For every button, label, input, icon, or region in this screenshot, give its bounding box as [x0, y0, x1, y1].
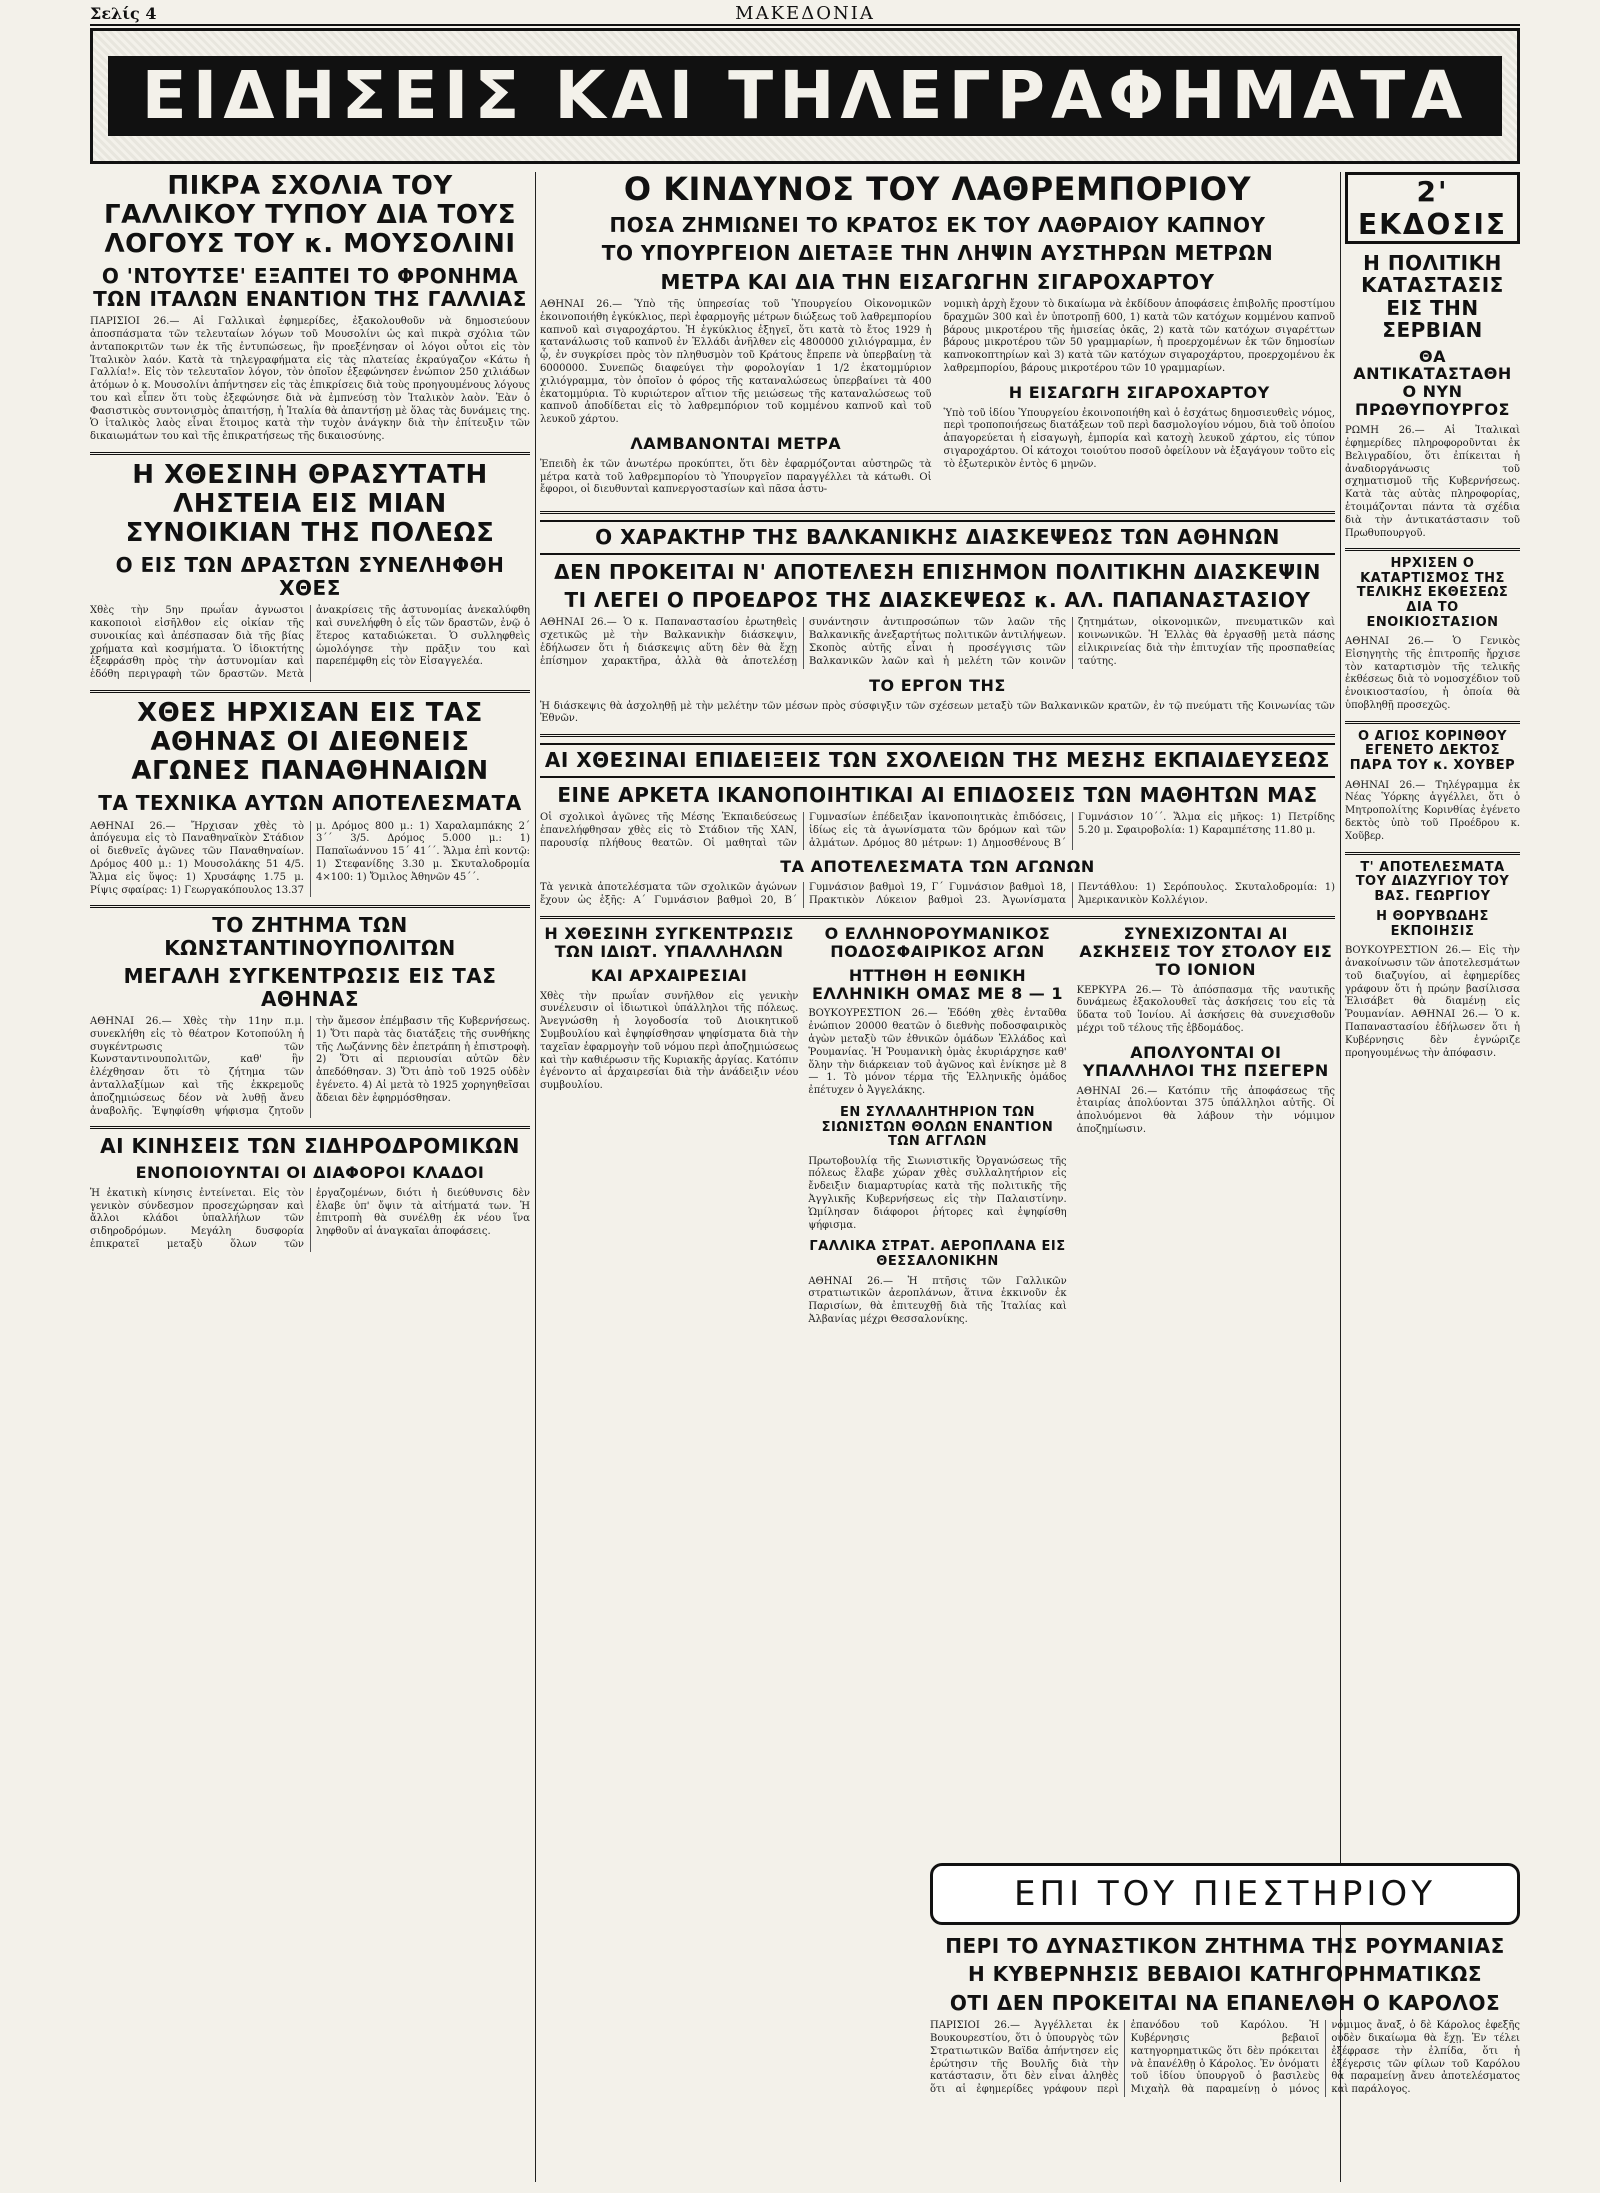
center-column: [540, 172, 1335, 1335]
article-subheadline: ΤΙ ΛΕΓΕΙ Ο ΠΡΟΕΔΡΟΣ ΤΗΣ ΔΙΑΣΚΕΨΕΩΣ κ. ΑΛ. ΠΑΠΑΝΑΣΤΑΣΙΟΥ: [564, 588, 1311, 613]
article-headline: ΑΙ ΧΘΕΣΙΝΑΙ ΕΠΙΔΕΙΞΕΙΣ ΤΩΝ ΣΧΟΛΕΙΩΝ ΤΗΣ ΜΕΣΗΣ ΕΚΠΑΙΔΕΥΣΕΩΣ: [540, 743, 1335, 777]
edition-label: 2' ΕΚΔΟΣΙΣ: [1345, 172, 1520, 244]
article-subheadline: ΕΙΝΕ ΑΡΚΕΤΑ ΙΚΑΝΟΠΟΙΗΤΙΚΑΙ ΑΙ ΕΠΙΔΟΣΕΙΣ ΤΩΝ ΜΑΘΗΤΩΝ ΜΑΣ: [557, 782, 1318, 807]
article-rent-report: [1345, 557, 1520, 713]
right-column: [1345, 172, 1520, 1068]
article-subheadline: ΤΟ ΥΠΟΥΡΓΕΙΟΝ ΔΙΕΤΑΞΕ ΤΗΝ ΛΗΨΙΝ ΑΥΣΤΗΡΩΝ ΜΕΤΡΩΝ: [601, 241, 1274, 266]
article-headline: ΤΟ ΖΗΤΗΜΑ ΤΩΝ ΚΩΝΣΤΑΝΤΙΝΟΥΠΟΛΙΤΩΝ: [164, 913, 456, 960]
divider: [1345, 852, 1520, 855]
article-subheadline: Η ΚΥΒΕΡΝΗΣΙΣ ΒΕΒΑΙΟΙ ΚΑΤΗΓΟΡΗΜΑΤΙΚΩΣ: [967, 1962, 1483, 1987]
article-body: ΒΟΥΚΟΥΡΕΣΤΙΟΝ 26.— Ἐδόθη χθὲς ἐνταῦθα ἐνώπιον 20000 θεατῶν ὁ διεθνὴς ποδοσφαιρικὸς ἀγὼν μεταξὺ τῶν ἐθνικῶν ὁμάδων Ἑλλάδος καὶ Ῥουμανίας. Ἡ Ῥουμανικὴ ὁμὰς ἐκυριάρχησε καθ' ὅλην τὴν διάρκειαν τοῦ ἀγῶνος καὶ ἐνίκησε μὲ 8 — 1. Τὸ μόνον τέρμα τῆς Ἑλληνικῆς ὁμάδος ἐπέτυχεν ὁ Ἀγγελάκης.: [808, 1008, 1067, 1097]
article-headline: Ο ΧΑΡΑΚΤΗΡ ΤΗΣ ΒΑΛΚΑΝΙΚΗΣ ΔΙΑΣΚΕΨΕΩΣ ΤΩΝ ΑΘΗΝΩΝ: [540, 520, 1335, 554]
article-headline: Ο ΕΛΛΗΝΟΡΟΥΜΑΝΙΚΟΣ ΠΟΔΟΣΦΑΙΡΙΚΟΣ ΑΓΩΝ: [824, 923, 1051, 961]
article-football-match: [808, 925, 1066, 1335]
article-school-games: [540, 743, 1335, 908]
article-mussolini: [90, 172, 530, 444]
article-subheadline: ΔΕΝ ΠΡΟΚΕΙΤΑΙ Ν' ΑΠΟΤΕΛΕΣΗ ΕΠΙΣΗΜΟΝ ΠΟΛΙΤΙΚΗΝ ΔΙΑΣΚΕΨΙΝ: [554, 559, 1321, 584]
article-headline: Τ' ΑΠΟΤΕΛΕΣΜΑΤΑ ΤΟΥ ΔΙΑΖΥΓΙΟΥ ΤΟΥ ΒΑΣ. ΓΕΩΡΓΙΟΥ: [1355, 859, 1510, 904]
article-body: Ὑπὸ τοῦ ἰδίου Ὑπουργείου ἐκοινοποιήθη καὶ ὁ ἐσχάτως δημοσιευθεὶς νόμος, περὶ τροποποιήσεως διατάξεων τοῦ περὶ δασμολογίου νόμου, διὰ τοῦ ὁποίου ἀπαγορεύεται ἡ εἰσαγωγὴ, ἐμπορία καὶ κατοχὴ λευκοῦ χάρτου, εἰς τύπον σιγαροχάρτου. Οἱ κάτοχοι τοιούτου ποσοῦ ὀφείλουν νὰ ἐξαγάγουν τοῦτο εἰς τὸ ἐξωτερικὸν ἐντὸς 6 μηνῶν.: [943, 407, 1335, 470]
left-column: [90, 172, 530, 1260]
article-headline: ΑΙ ΚΙΝΗΣΕΙΣ ΤΩΝ ΣΙΔΗΡΟΔΡΟΜΙΚΩΝ: [100, 1134, 520, 1159]
article-railway: [90, 1135, 530, 1251]
newspaper-name: ΜΑΚΕΔΟΝΙΑ: [735, 2, 875, 24]
lower-center-articles: [540, 925, 1335, 1335]
article-headline: Ο ΚΙΝΔΥΝΟΣ ΤΟΥ ΛΑΘΡΕΜΠΟΡΙΟΥ: [623, 170, 1252, 208]
article-serbia: [1345, 252, 1520, 540]
article-headline: ΗΡΧΙΣΕΝ Ο ΚΑΤΑΡΤΙΣΜΟΣ ΤΗΣ ΤΕΛΙΚΗΣ ΕΚΘΕΣΕΩΣ ΔΙΑ ΤΟ ΕΝΟΙΚΙΟΣΤΑΣΙΟΝ: [1356, 556, 1509, 630]
article-subheadline: ΠΟΣΑ ΖΗΜΙΩΝΕΙ ΤΟ ΚΡΑΤΟΣ ΕΚ ΤΟΥ ΛΑΘΡΑΙΟΥ ΚΑΠΝΟΥ: [609, 212, 1266, 237]
article-body: ΑΘΗΝΑΙ 26.— Ὁ κ. Παπαναστασίου ἐρωτηθεὶς σχετικῶς μὲ τὴν Βαλκανικὴν διάσκεψιν, ἐδήλωσεν ὅτι ἡ διάσκεψις αὕτη δὲν θὰ ἔχῃ ἐπίσημον χαρακτῆρα, ἀλλὰ θὰ ἀποτελέσῃ συνάντησιν ἀντιπροσώπων τῶν λαῶν τῆς Βαλκανικῆς ἀνεξαρτήτως πολιτικῶν ἀντιλήψεων. Σκοπὸς αὐτῆς εἶναι ἡ προσέγγισις τῶν Βαλκανικῶν λαῶν καὶ ἡ μελέτη τῶν κοινῶν ζητημάτων, οἰκονομικῶν, πνευματικῶν καὶ κοινωνικῶν. Ἡ Ἑλλὰς θὰ ἐργασθῇ μετὰ πάσης εἰλικρινείας διὰ τὴν ἐπιτυχίαν τῆς προσπαθείας ταύτης.: [540, 617, 1335, 667]
article-body: ΒΟΥΚΟΥΡΕΣΤΙΟΝ 26.— Εἰς τὴν ἀνακοίνωσιν τῶν ἀποτελεσμάτων τοῦ διαζυγίου, αἱ ἐφημερίδες γράφουν ὅτι ἡ πρώην βασίλισσα Ἐλισάβετ θὰ διαμένῃ εἰς Ῥουμανίαν. ΑΘΗΝΑΙ 26.— Ὁ κ. Παπαναστασίου ἐδήλωσεν ὅτι ἡ Κυβέρνησις δὲν ἐγνώριζε προηγουμένως τὴν ἀπόφασιν.: [1345, 945, 1520, 1059]
article-smuggling: [540, 172, 1335, 505]
article-body: Οἱ σχολικοὶ ἀγῶνες τῆς Μέσης Ἐκπαιδεύσεως ἐπανελήφθησαν χθὲς εἰς τὸ Στάδιον τῆς ΧΑΝ, παρουσίᾳ πλήθους θεατῶν. Οἱ μαθηταὶ τῶν Γυμνασίων ἐπέδειξαν ἱκανοποιητικὰς ἐπιδόσεις, ἰδίως εἰς τὰ ἀγωνίσματα τῶν δρόμων καὶ τῶν ἁλμάτων. Δρόμος 80 μέτρων: 1) Δημοσθένους Β΄ Γυμνάσιον 10΄΄. Ἅλμα εἰς μῆκος: 1) Πετρίδης 5.20 μ. Σφαιροβολία: 1) Καραμπέτσης 11.80 μ.: [540, 811, 1335, 849]
article-body: ΠΑΡΙΣΙΟΙ 26.— Ἀγγέλλεται ἐκ Βουκουρεστίου, ὅτι ὁ ὑπουργὸς τῶν Στρατιωτικῶν Βαϊδα ἀπήντησεν εἰς ἐρώτησιν τῆς Βουλῆς διὰ τὴν κατάστασιν, ὅτι δὲν εἶναι ἀληθὲς ὅτι αἱ ἐφημερίδες γράφουν περὶ ἐπανόδου τοῦ Καρόλου. Ἡ Κυβέρνησις βεβαιοῖ κατηγορηματικῶς ὅτι δὲν πρόκειται νὰ ἐπανέλθῃ ὁ Κάρολος. Ἐν ὀνόματι τοῦ ἰδίου ὑπουργοῦ ὁ βασιλεὺς Μιχαὴλ θὰ παραμείνῃ ὁ μόνος νόμιμος ἄναξ, ὁ δὲ Κάρολος ἐφεξῆς οὐδὲν δικαίωμα θὰ ἔχῃ. Ἐν τέλει ἐξέφρασε τὴν ἐλπίδα, ὅτι ἡ ἐξέγερσις τῶν φίλων τοῦ Καρόλου θὰ παραμείνῃ ἄνευ ἀποτελέσματος καὶ παράλογος.: [930, 2020, 1520, 2096]
section-heading: Η ΕΙΣΑΓΩΓΗ ΣΙΓΑΡΟΧΑΡΤΟΥ: [1008, 382, 1270, 402]
article-body: ΡΩΜΗ 26.— Αἱ Ἰταλικαὶ ἐφημερίδες πληροφοροῦνται ἐκ Βελιγραδίου, ὅτι ἐπίκειται ἡ ἀναδιοργάνωσις τοῦ σχηματισμοῦ τῆς Κυβερνήσεως. Κατὰ τὰς αὐτὰς πληροφορίας, ἑτοιμάζονται πάντα τὰ σχέδια διὰ τὴν ἀντικατάστασιν τοῦ Πρωθυπουργοῦ.: [1345, 425, 1520, 539]
divider: [1345, 721, 1520, 724]
article-body: Χθὲς τὴν πρωΐαν συνῆλθον εἰς γενικὴν συνέλευσιν οἱ ἰδιωτικοὶ ὑπάλληλοι τῆς πόλεως. Ἀνεγνώσθη ἡ λογοδοσία τοῦ Διοικητικοῦ Συμβουλίου καὶ ἐψηφίσθησαν ψηφίσματα διὰ τὴν ταχεῖαν ἐφαρμογὴν τοῦ νόμου περὶ ἀποζημιώσεως καὶ τὴν καθιέρωσιν τῆς Κυριακῆς ἀργίας. Κατόπιν ἐγένοντο αἱ ἀρχαιρεσίαι διὰ τὴν ἀνάδειξιν νέου συμβουλίου.: [540, 990, 799, 1092]
article-headline: ΠΙΚΡΑ ΣΧΟΛΙΑ ΤΟΥ ΓΑΛΛΙΚΟΥ ΤΥΠΟΥ ΔΙΑ ΤΟΥΣ ΛΟΓΟΥΣ ΤΟΥ κ. ΜΟΥΣΟΛΙΝΙ: [104, 171, 516, 260]
article-headline: ΕΝ ΣΥΛΛΑΛΗΤΗΡΙΟΝ ΤΩΝ ΣΙΩΝΙΣΤΩΝ ΘΟΛΩΝ ΕΝΑΝΤΙΟΝ ΤΩΝ ΑΓΓΛΩΝ: [821, 1105, 1054, 1150]
page-number: Σελίς 4: [90, 3, 157, 23]
article-subheadline: ΜΕΓΑΛΗ ΣΥΓΚΕΝΤΡΩΣΙΣ ΕΙΣ ΤΑΣ ΑΘΗΝΑΣ: [123, 964, 497, 1011]
article-body: νομικὴ ἀρχὴ ἔχουν τὸ δικαίωμα νὰ ἐκδίδουν ἀποφάσεις ἐπιβολῆς προστίμου δραχμῶν 300 καὶ ἐν ὑποτροπῇ 600, 1) κατὰ τῶν κατόχων κομμένου καπνοῦ βάρους μικροτέρου τῆς ἡμισείας ὀκᾶς, 2) κατὰ τῶν κατόχων σιγαρέττων βάρους μικροτέρου τῶν 50 γραμμαρίων, ἡ προερχομένων ἐκ τῶν δημοσίων καπνοκοπτηρίων καὶ 3) κατὰ τῶν κατόχων σιγαροχάρτου, προερχομένου ἐκ λαθρεμπορίου, βάρους μικροτέρου τῶν 10 γραμμαρίων.: [943, 299, 1335, 374]
article-subheadline: ΗΤΤΗΘΗ Η ΕΘΝΙΚΗ ΕΛΛΗΝΙΚΗ ΟΜΑΣ ΜΕ 8 — 1: [811, 965, 1063, 1003]
article-headline: Η ΠΟΛΙΤΙΚΗ ΚΑΤΑΣΤΑΣΙΣ ΕΙΣ ΤΗΝ ΣΕΡΒΙΑΝ: [1361, 251, 1504, 343]
article-body: Χθὲς τὴν 5ην πρωΐαν ἀγνωστοι κακοποιοὶ εἰσῆλθον εἰς οἰκίαν τῆς συνοικίας καὶ ἀπέσπασαν διὰ τῆς βίας χρήματα καὶ κοσμήματα. Ὁ ἰδιοκτήτης ἐξεφράσθη πρὸς τὴν ἀστυνομίαν καὶ ἐδόθη περιγραφὴ τῶν δραστῶν. Μετὰ ἀνακρίσεις τῆς ἀστυνομίας ἀνεκαλύφθη καὶ συνελήφθη ὁ εἷς τῶν δραστῶν, ἐνῷ ὁ ἕτερος καταδιώκεται. Ὁ συλληφθεὶς ὡμολόγησε τὴν πρᾶξιν του καὶ παρεπέμφθη εἰς τὸν Εἰσαγγελέα.: [90, 605, 530, 681]
article-divorce: [1345, 861, 1520, 1061]
masthead-banner: [90, 28, 1520, 164]
article-subheadline: ΘΑ ΑΝΤΙΚΑΤΑΣΤΑΘΗ Ο ΝΥΝ ΠΡΩΘΥΠΟΥΡΓΟΣ: [1353, 346, 1512, 420]
article-private-employees: [540, 925, 798, 1335]
divider: [540, 916, 1335, 919]
section-heading: ΛΑΜΒΑΝΟΝΤΑΙ ΜΕΤΡΑ: [630, 433, 842, 453]
article-body: Ἐπειδὴ ἐκ τῶν ἀνωτέρω προκύπτει, ὅτι δὲν ἐφαρμόζονται αὐστηρῶς τὰ μέτρα κατὰ τοῦ λαθρεμπορίου τὸ Ὑπουργεῖον παραγγέλλει τὰ κάτωθι. Οἱ ἔφοροι, οἱ διευθυνταὶ καπνεργοστασίων καὶ πᾶσα ἀστυ-: [540, 458, 932, 496]
article-headline: ΓΑΛΛΙΚΑ ΣΤΡΑΤ. ΑΕΡΟΠΛΑΝΑ ΕΙΣ ΘΕΣΣΑΛΟΝΙΚΗΝ: [809, 1239, 1066, 1269]
article-body: ΑΘΗΝΑΙ 26.— Χθὲς τὴν 11ην π.μ. συνεκλήθη εἰς τὸ θέατρον Κοτοπούλη ἡ συγκέντρωσις τῶν Κωνσταντινουπολιτῶν, καθ' ἣν ἐλέχθησαν ὅτι τὸ ζήτημα τῶν ἀνταλλαξίμων καὶ τῆς ἐκκρεμοῦς ἀποζημιώσεως δέον νὰ λυθῇ ἄνευ ἀναβολῆς. Ἐψηφίσθη ψήφισμα ζητοῦν τὴν ἄμεσον ἐπέμβασιν τῆς Κυβερνήσεως. 1) Ὅτι παρὰ τὰς διατάξεις τῆς συνθήκης τῆς Λωζάννης δὲν ἐπετράπη ἡ ἐπιστροφὴ. 2) Ὅτι αἱ περιουσίαι αὐτῶν δὲν ἀπεδόθησαν. 3) Ὅτι ἀπὸ τοῦ 1925 οὐδὲν ἐγένετο. 4) Αἱ μετὰ τὸ 1925 χορηγηθεῖσαι ἄδειαι δὲν ἐφηρμόσθησαν.: [90, 1016, 530, 1117]
divider: [1345, 548, 1520, 551]
divider: [90, 690, 530, 693]
article-body: ΑΘΗΝΑΙ 26.— Ὑπὸ τῆς ὑπηρεσίας τοῦ Ὑπουργείου Οἰκονομικῶν ἐκοινοποιήθη ἐγκύκλιος, περὶ ἐφαρμογῆς μέτρων διώξεως τοῦ λαθρεμπορίου καπνοῦ καὶ σιγαροχάρτου. Ἡ ἐγκύκλιος ἐξηγεῖ, ὅτι κατὰ τὸ ἔτος 1929 ἡ κατανάλωσις τοῦ καπνοῦ ἐν Ἑλλάδι ἀνῆλθεν εἰς 4800000 χιλιόγραμμα, ἐν ᾧ, ἐν συγκρίσει πρὸς τὸν πληθυσμὸν τοῦ Κράτους ἔπρεπε νὰ ὑπερβαίνῃ τὰ 6000000. Συνεπῶς διαφεύγει τὴν φορολογίαν 1 1/2 ἑκατομμύριον χιλιόγραμμα, τὸν ὁποῖον ὁ φόρος τῆς καταναλώσεως ὑπερβαίνει τὰ 400 ἑκατομμύρια. Τὸ κυριώτερον αἴτιον τῆς μειώσεως τῆς καταναλώσεως τοῦ καπνοῦ ἀποδίδεται εἰς τὸ λαθρεμπόριον τοῦ κομμένου καπνοῦ καὶ τοῦ λευκοῦ χάρτου.: [540, 299, 932, 426]
article-body: Τὰ γενικὰ ἀποτελέσματα τῶν σχολικῶν ἀγώνων ἔχουν ὡς ἑξῆς: Α΄ Γυμνάσιον βαθμοὶ 20, Β΄ Γυμνάσιον βαθμοὶ 19, Γ΄ Γυμνάσιον βαθμοὶ 18, Πρακτικὸν Λύκειον βαθμοὶ 23. Ἀγωνίσματα Πεντάθλου: 1) Σερόπουλος. Σκυταλοδρομία: 1) Ἀμερικανικὸν Κολλέγιον.: [540, 882, 1335, 906]
article-body: Ἡ ἐκατικὴ κίνησις ἐντείνεται. Εἰς τὸν γενικὸν σύνδεσμον προσεχώρησαν καὶ ἄλλοι κλάδοι ὑπαλλήλων τῶν σιδηροδρόμων. Μεγάλη δυσφορία ἐπικρατεῖ μεταξὺ ὅλων τῶν ἐργαζομένων, διότι ἡ διεύθυνσις δὲν ἐλαβε ὑπ' ὄψιν τὰ αἰτήματά των. Ἡ ἐπιτροπὴ θὰ συνέλθῃ ἐκ νέου ἵνα ληφθοῦν αἱ ἀναγκαῖαι ἀποφάσεις.: [90, 1187, 530, 1250]
article-subheadline: Ο 'ΝΤΟΥΤΣΕ' ΕΞΑΠΤΕΙ ΤΟ ΦΡΟΝΗΜΑ ΤΩΝ ΙΤΑΛΩΝ ΕΝΑΝΤΙΟΝ ΤΗΣ ΓΑΛΛΙΑΣ: [93, 264, 527, 311]
article-body: ΚΕΡΚΥΡΑ 26.— Τὸ ἀπόσπασμα τῆς ναυτικῆς δυνάμεως ἐξακολουθεῖ τὰς ἀσκήσεις του εἰς τὰ ὕδατα τοῦ Ἰονίου. Αἱ ἀσκήσεις θὰ συνεχισθοῦν μέχρι τοῦ τέλους τῆς ἑβδομάδος.: [1076, 984, 1335, 1034]
article-body: ΠΑΡΙΣΙΟΙ 26.— Αἱ Γαλλικαὶ ἐφημερίδες, ἐξακολουθοῦν νὰ δημοσιεύουν ἀποσπάσματα τῶν τελευταίων λόγων τοῦ Μουσολίνι ὡς καὶ πικρὰ σχόλια τῶν ἀνταποκριτῶν των ἐκ τῆς ἐντυπώσεως, ἣν προεξένησαν οἱ λόγοι οὗτοι εἰς τὸν Ἰταλικὸν λαόν. Κατὰ τὰ τηλεγραφήματα εἰς τὰς πλατείας ἐκραύγαζον «Κάτω ἡ Γαλλία!». Εἰς τὸν τελευταῖον λόγον, τὸν ὁποῖον ἐξεφώνησεν ἐνώπιον 250 χιλιάδων ἀτόμων ὁ κ. Μουσολίνι ἀπήντησεν εἰς τὰς ἐπικρίσεις διὰ τοὺς προηγουμένους λόγους του καὶ εἶπεν ὅτι τοὺς ἐξεφώνησε διὰ νὰ ἐμπνεύσῃ τὸν Ἰταλικὸν λαὸν. Ἐὰν ὁ Φασιστικὸς συντονισμὸς ἀπαιτήσῃ, ἡ Ἰταλία θὰ ἀπαντήσῃ μὲ ὅλας τὰς δυνάμεις της. Ὁ ἰταλικὸς λαὸς εἶναι ἕτοιμος κατὰ τὴν τυχὸν ἀνάγκην διὰ τὴν ἐπίτευξιν τῶν δικαιωμάτων του καὶ τῆς ἐπικρατήσεως τῆς δικαιοσύνης.: [90, 316, 530, 443]
divider: [90, 452, 530, 455]
article-robbery: [90, 461, 530, 682]
article-headline: Η ΧΘΕΣΙΝΗ ΣΥΓΚΕΝΤΡΩΣΙΣ ΤΩΝ ΙΔΙΩΤ. ΥΠΑΛΛΗΛΩΝ: [544, 923, 794, 961]
article-headline: ΣΥΝΕΧΙΖΟΝΤΑΙ ΑΙ ΑΣΚΗΣΕΙΣ ΤΟΥ ΣΤΟΛΟΥ ΕΙΣ ΤΟ ΙΟΝΙΟΝ: [1079, 923, 1333, 979]
article-headline: ΧΘΕΣ ΗΡΧΙΣΑΝ ΕΙΣ ΤΑΣ ΑΘΗΝΑΣ ΟΙ ΔΙΕΘΝΕΙΣ ΑΓΩΝΕΣ ΠΑΝΑΘΗΝΑΙΩΝ: [131, 697, 489, 787]
article-body: ΑΘΗΝΑΙ 26.— Κατόπιν τῆς ἀποφάσεως τῆς ἑταιρίας ἀπολύονται 375 ὑπάλληλοι αὐτῆς. Οἱ ἀπολυόμενοι θὰ λάβουν τὴν νόμιμον ἀποζημίωσιν.: [1076, 1085, 1335, 1135]
column-rule: [535, 172, 536, 2182]
article-panathenaic-games: [90, 699, 530, 898]
article-headline: ΑΠΟΛΥΟΝΤΑΙ ΟΙ ΥΠΑΛΛΗΛΟΙ ΤΗΣ ΠΣΕΓΕΡΝ: [1082, 1042, 1329, 1080]
divider: [540, 734, 1335, 737]
article-subheadline: ΜΕΤΡΑ ΚΑΙ ΔΙΑ ΤΗΝ ΕΙΣΑΓΩΓΗΝ ΣΙΓΑΡΟΧΑΡΤΟΥ: [660, 269, 1215, 294]
section-heading: ΤΟ ΕΡΓΟΝ ΤΗΣ: [869, 675, 1006, 695]
page-header-line: [90, 2, 1520, 26]
article-subheadline: ΟΤΙ ΔΕΝ ΠΡΟΚΕΙΤΑΙ ΝΑ ΕΠΑΝΕΛΘΗ Ο ΚΑΡΟΛΟΣ: [949, 1990, 1501, 2015]
article-body: ΑΘΗΝΑΙ 26.— Ὁ Γενικὸς Εἰσηγητὴς τῆς ἐπιτροπῆς ἤρχισε τὸν καταρτισμὸν τῆς τελικῆς ἐκθέσεως διὰ τὸ νομοσχέδιον τοῦ ἐνοικιοστασίου, ἡ ὁποία θὰ ὑποβληθῇ προσεχῶς.: [1345, 636, 1520, 712]
article-subheadline: Ο ΕΙΣ ΤΩΝ ΔΡΑΣΤΩΝ ΣΥΝΕΛΗΦΘΗ ΧΘΕΣ: [115, 553, 505, 600]
article-subheadline: Η ΘΟΡΥΒΩΔΗΣ ΕΚΠΟΙΗΣΙΣ: [1376, 909, 1489, 939]
article-body: ΑΘΗΝΑΙ 26.— Τηλέγραμμα ἐκ Νέας Ὑόρκης ἀγγέλλει, ὅτι ὁ Μητροπολίτης Κορινθίας ἐγένετο δεκτὸς ὑπὸ τοῦ Προέδρου κ. Χοῦβερ.: [1345, 779, 1520, 842]
article-constantinopolitans: [90, 914, 530, 1118]
article-corinth: [1345, 730, 1520, 844]
article-body: ΑΘΗΝΑΙ 26.— Ἡ πτῆσις τῶν Γαλλικῶν στρατιωτικῶν ἀεροπλάνων, ἅτινα ἐκκινοῦν ἐκ Παρισίων, θὰ ἐπιτευχθῇ διὰ τῆς Ἰταλίας καὶ Ἀλβανίας μέχρι Θεσσαλονίκης.: [808, 1275, 1067, 1325]
article-body: Πρωτοβουλίᾳ τῆς Σιωνιστικῆς Ὀργανώσεως τῆς πόλεως ἔλαβε χώραν χθὲς συλλαλητήριον εἰς ἔνδειξιν διαμαρτυρίας κατὰ τῆς πολιτικῆς τῆς Ἀγγλικῆς Κυβερνήσεως εἰς τὴν Παλαιστίνην. Ὡμίλησαν διάφοροι ῥήτορες καὶ ἐψηφίσθη ψήφισμα.: [808, 1155, 1067, 1231]
section-heading: ΤΑ ΑΠΟΤΕΛΕΣΜΑΤΑ ΤΩΝ ΑΓΩΝΩΝ: [780, 857, 1095, 877]
article-headline: Ο ΑΓΙΟΣ ΚΟΡΙΝΘΟΥ ΕΓΕΝΕΤΟ ΔΕΚΤΟΣ ΠΑΡΑ ΤΟΥ κ. ΧΟΥΒΕΡ: [1349, 728, 1516, 773]
divider: [90, 905, 530, 908]
article-balkan-conference: [540, 520, 1335, 726]
press-banner: ΕΠΙ ΤΟΥ ΠΙΕΣΤΗΡΙΟΥ: [930, 1863, 1520, 1925]
divider: [540, 511, 1335, 514]
press-box: [930, 1855, 1520, 2105]
article-body: ΑΘΗΝΑΙ 26.— Ἤρχισαν χθὲς τὸ ἀπόγευμα εἰς τὸ Παναθηναϊκὸν Στάδιον οἱ διεθνεῖς ἀγῶνες τῶν Παναθηναίων. Δρόμος 400 μ.: 1) Μουσολάκης 51 4/5. Ἅλμα εἰς ὕψος: 1) Χρυσάφης 1.75 μ. Ρίψις σφαίρας: 1) Γεωργακόπουλος 13.37 μ. Δρόμος 800 μ.: 1) Χαραλαμπάκης 2΄ 3΄΄ 3/5. Δρόμος 5.000 μ.: 1) Παπαϊωάννου 15΄ 41΄΄. Ἅλμα ἐπὶ κοντῷ: 1) Στεφανίδης 3.30 μ. Σκυταλοδρομία 4×100: 1) Ὄμιλος Ἀθηνῶν 45΄΄.: [90, 820, 530, 896]
article-subheadline: ΠΕΡΙ ΤΟ ΔΥΝΑΣΤΙΚΟΝ ΖΗΤΗΜΑ ΤΗΣ ΡΟΥΜΑΝΙΑΣ: [945, 1934, 1505, 1958]
divider: [90, 1126, 530, 1129]
article-fleet-exercises: [1077, 925, 1335, 1335]
article-subheadline: ΚΑΙ ΑΡΧΑΙΡΕΣΙΑΙ: [590, 965, 748, 985]
article-headline: Η ΧΘΕΣΙΝΗ ΘΡΑΣΥΤΑΤΗ ΛΗΣΤΕΙΑ ΕΙΣ ΜΙΑΝ ΣΥΝΟΙΚΙΑΝ ΤΗΣ ΠΟΛΕΩΣ: [125, 460, 495, 549]
article-body: Ἡ διάσκεψις θὰ ἀσχοληθῇ μὲ τὴν μελέτην τῶν μέσων πρὸς σύσφιγξιν τῶν σχέσεων μεταξὺ τῶν Βαλκανικῶν κρατῶν, ἐν τῷ πνεύματι τῆς Κοινωνίας τῶν Ἐθνῶν.: [540, 700, 1335, 725]
masthead-title: ΕΙΔΗΣΕΙΣ ΚΑΙ ΤΗΛΕΓΡΑΦΗΜΑΤΑ: [108, 56, 1503, 137]
article-subheadline: ΕΝΟΠΟΙΟΥΝΤΑΙ ΟΙ ΔΙΑΦΟΡΟΙ ΚΛΑΔΟΙ: [135, 1162, 485, 1182]
article-subheadline: ΤΑ ΤΕΧΝΙΚΑ ΑΥΤΩΝ ΑΠΟΤΕΛΕΣΜΑΤΑ: [98, 791, 522, 816]
